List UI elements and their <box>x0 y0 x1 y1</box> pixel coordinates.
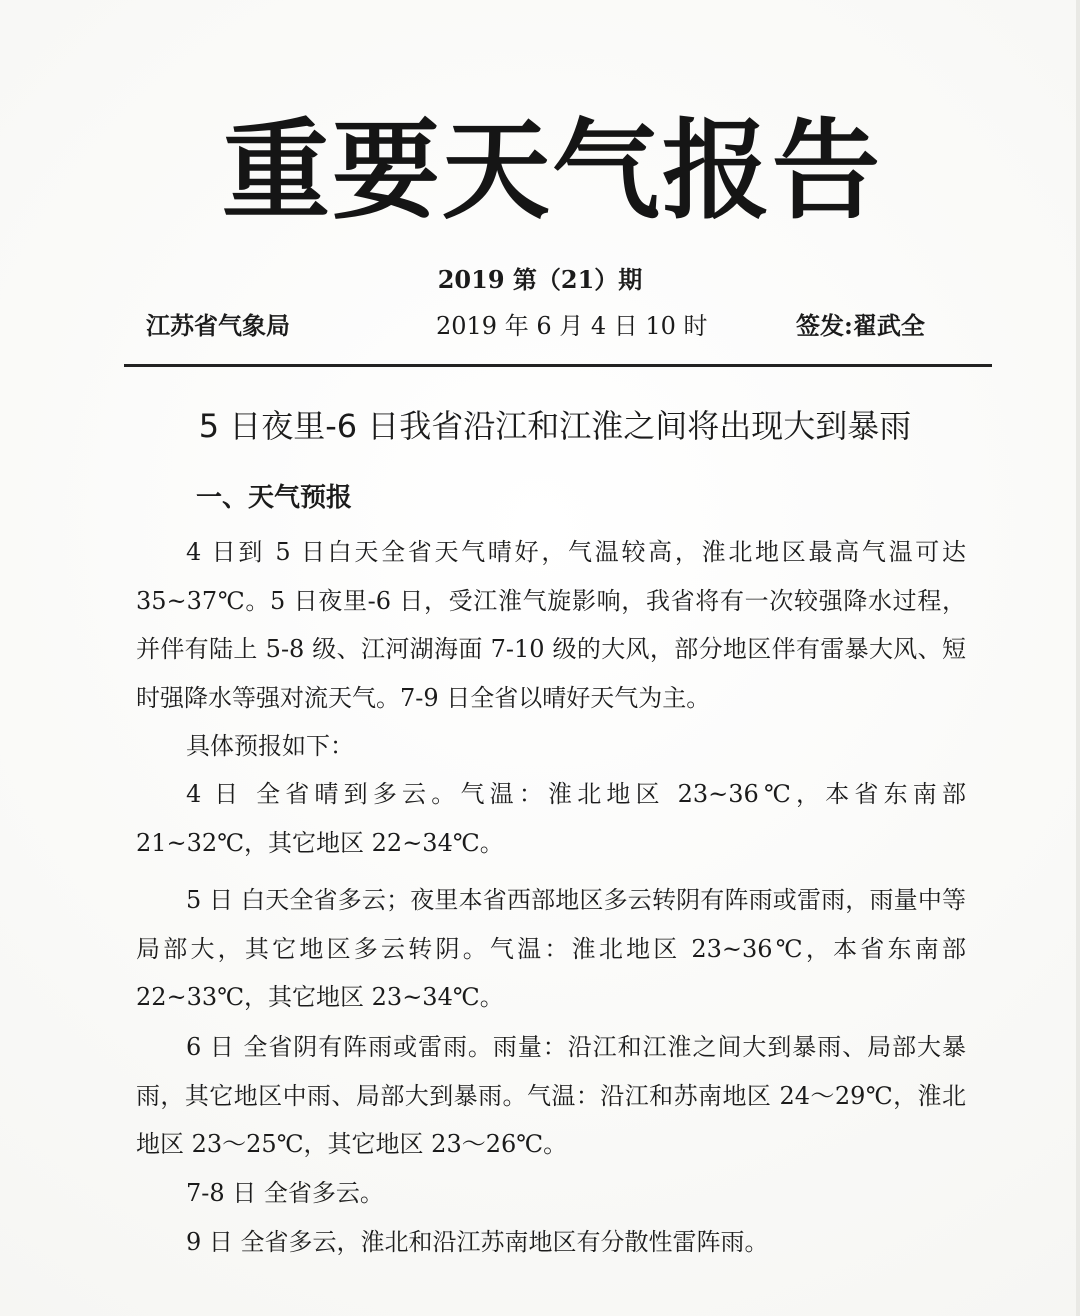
paragraph-day-7-8: 7-8 日 全省多云。 <box>186 1179 384 1207</box>
paragraph-overview: 4 日到 5 日白天全省天气晴好，气温较高，淮北地区最高气温可达 35~37℃。5 日夜里-6 日，受江淮气旋影响，我省将有一次较强降水过程，并伴有陆上 5-8 级、江河湖海面 7-10 级的大风，部分地区伴有雷暴大风、短时强降水等强对流天气。7-9 日全省以晴好天气为主。 <box>136 538 966 712</box>
paragraph-day-5: 5 日 白天全省多云；夜里本省西部地区多云转阴有阵雨或雷雨，雨量中等局部大，其它地区多云转阴。气温：淮北地区 23~36℃，本省东南部 22~33℃，其它地区 23~34℃。 <box>136 886 966 1011</box>
paragraph-intro: 具体预报如下： <box>186 732 354 760</box>
header-divider <box>124 364 992 367</box>
paragraph-day-6: 6 日 全省阴有阵雨或雷雨。雨量：沿江和江淮之间大到暴雨、局部大暴雨，其它地区中雨、局部大到暴雨。气温：沿江和苏南地区 24～29℃，淮北地区 23～25℃，其它地区 23～26℃。 <box>136 1033 966 1158</box>
paragraph-day-4: 4 日 全省晴到多云。气温：淮北地区 23~36℃，本省东南部 21~32℃，其它地区 22~34℃。 <box>136 780 966 857</box>
signatory: 签发:翟武全 <box>796 311 925 340</box>
issue-datetime: 2019 年 6 月 4 日 10 时 <box>436 312 708 340</box>
section-title: 一、天气预报 <box>196 483 353 513</box>
issuing-agency: 江苏省气象局 <box>146 311 290 340</box>
masthead-title: 重要天气报告 <box>222 109 883 234</box>
scan-edge <box>1076 0 1080 1316</box>
issue-number: 2019 第（21）期 <box>437 265 643 294</box>
report-headline: 5 日夜里-6 日我省沿江和江淮之间将出现大到暴雨 <box>198 407 912 445</box>
paragraph-day-9: 9 日 全省多云，淮北和沿江苏南地区有分散性雷阵雨。 <box>186 1228 769 1256</box>
